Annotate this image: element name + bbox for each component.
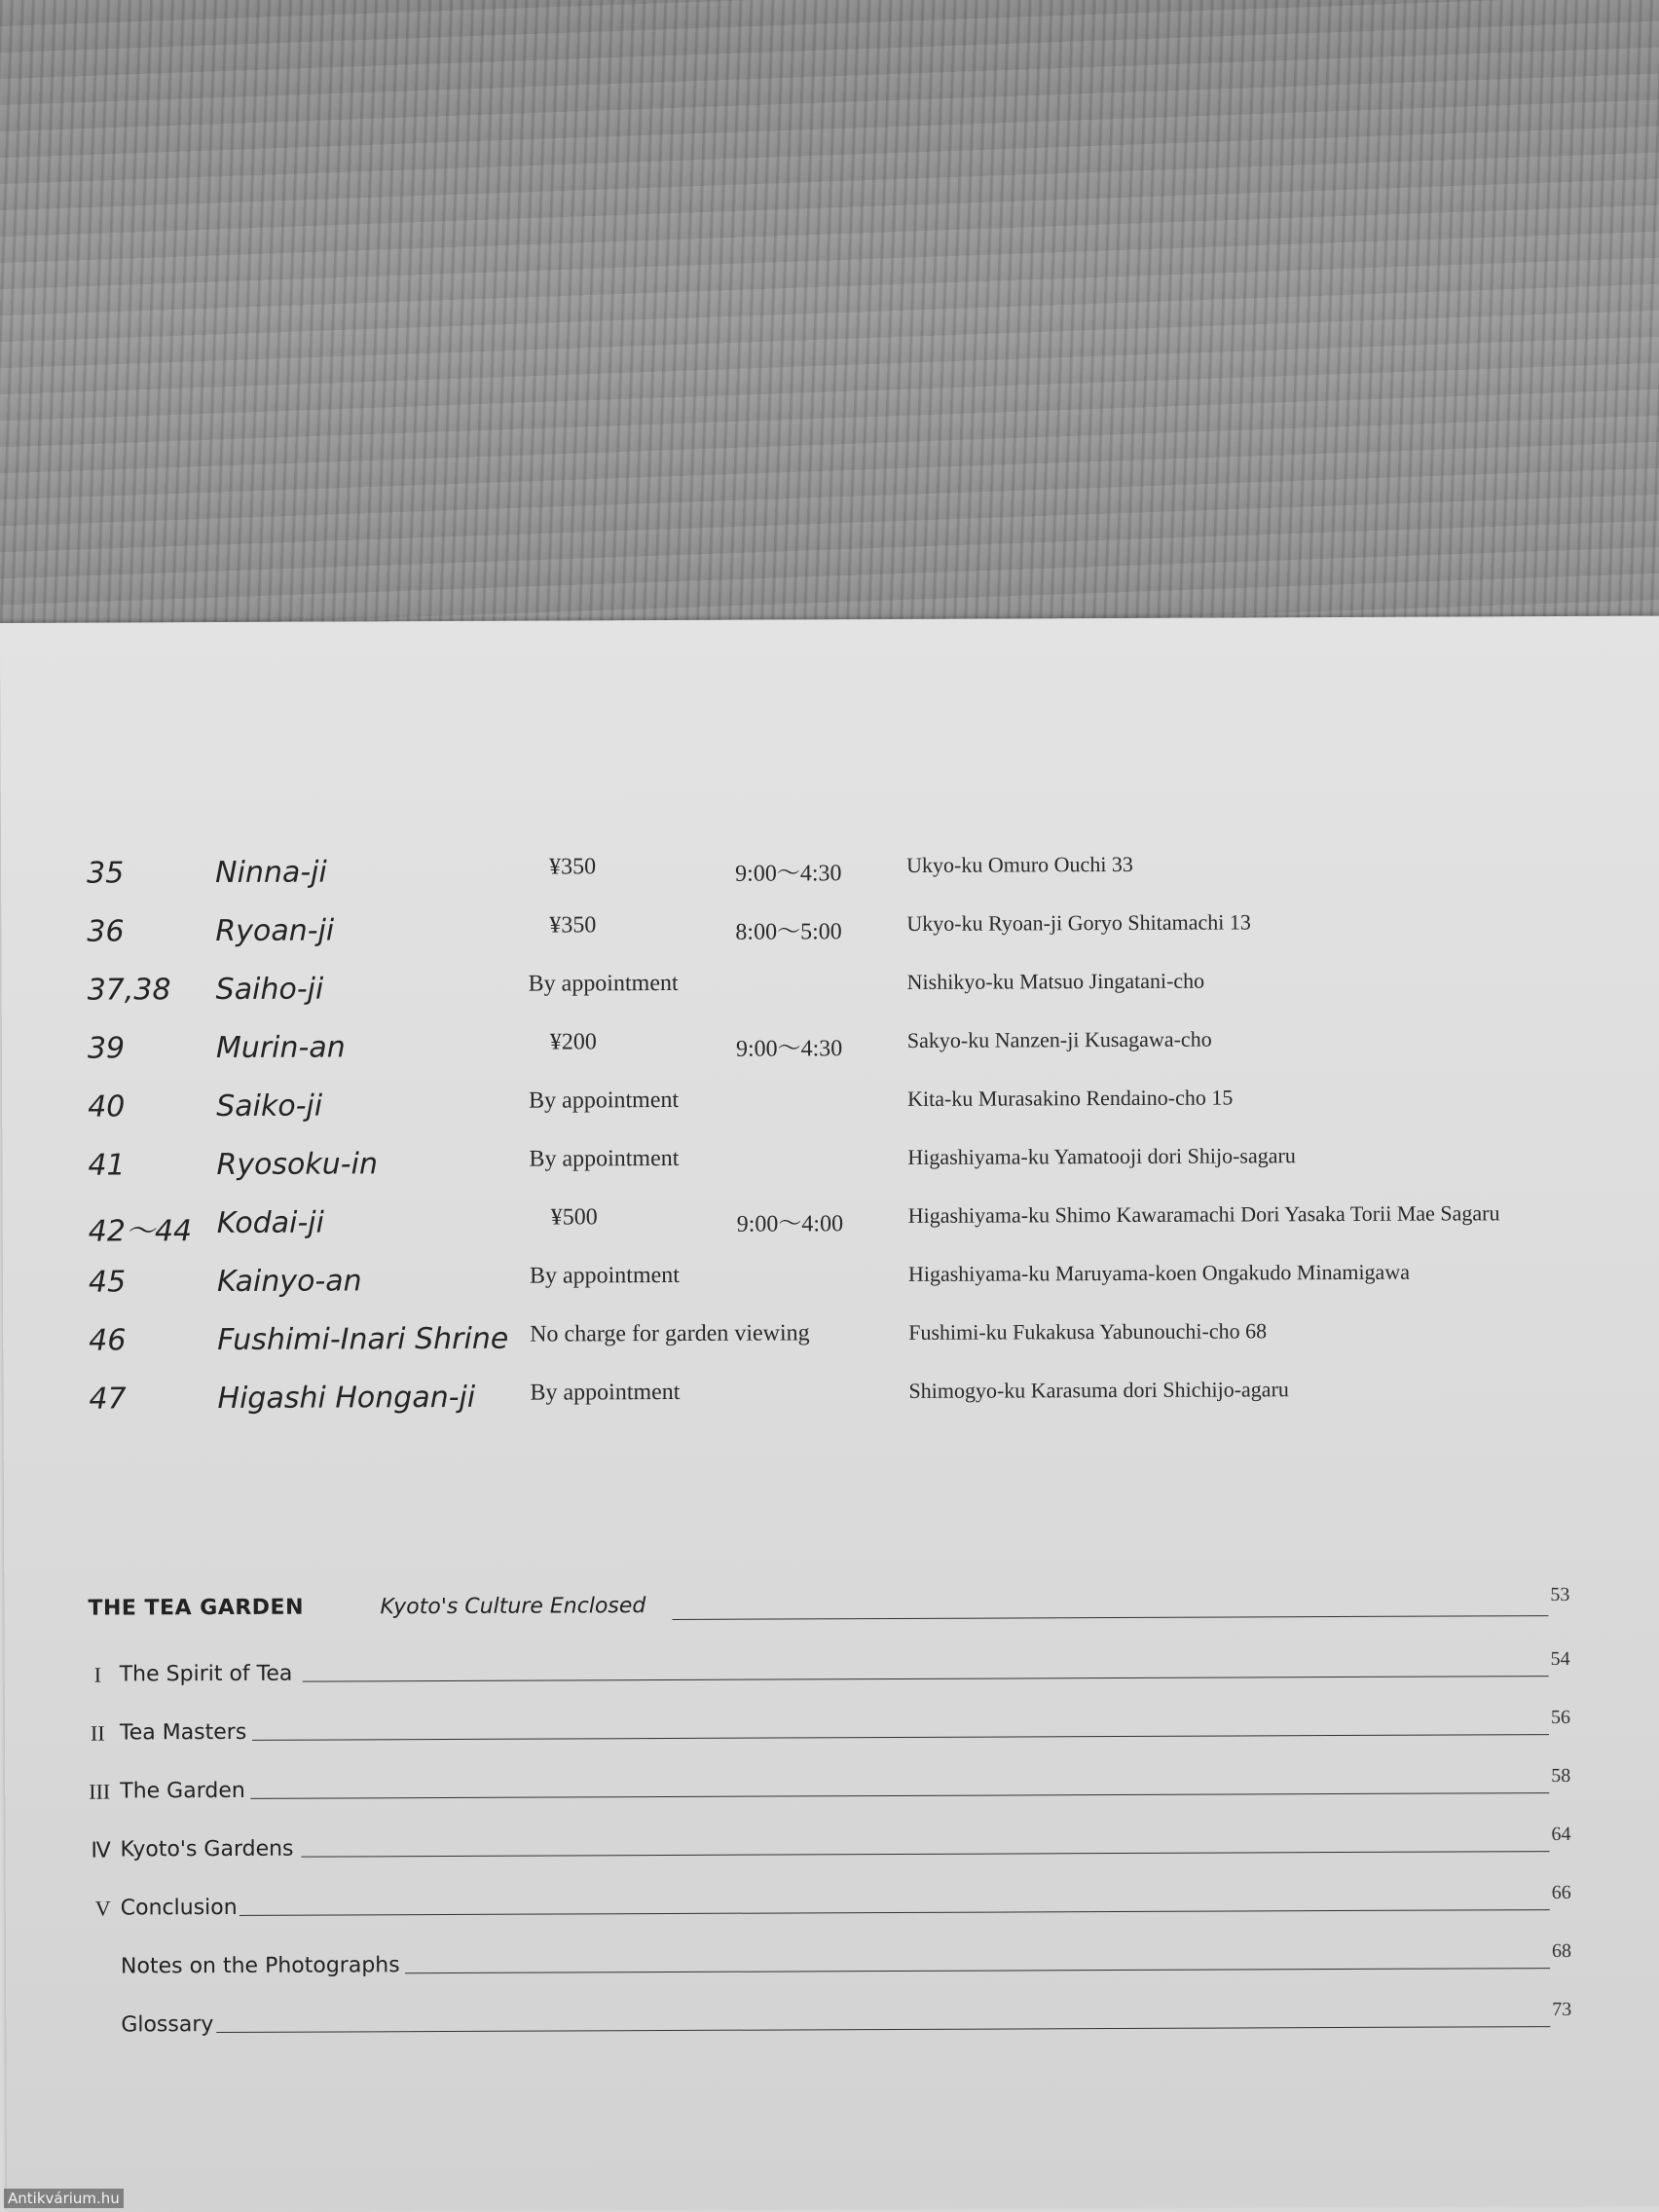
plate-number: 35	[87, 856, 125, 891]
garden-address: Ukyo-ku Omuro Ouchi 33	[906, 851, 1133, 877]
toc-heading-line	[4, 1583, 1659, 1638]
book-page	[0, 616, 1659, 2212]
admission-fee: ¥500	[550, 1204, 598, 1231]
page-number: 54	[1550, 1647, 1570, 1671]
garden-name: Higashi Hongan-ji	[217, 1380, 476, 1417]
dot-leader	[252, 1734, 1549, 1741]
plate-number: 47	[89, 1382, 127, 1417]
plate-number: 40	[88, 1089, 126, 1124]
chapter-title: Glossary	[121, 2012, 214, 2038]
garden-address: Nishikyo-ku Matsuo Jingatani-cho	[906, 968, 1205, 994]
chapter-numeral: I	[93, 1662, 102, 1687]
chapter-title: Kyoto's Gardens	[120, 1836, 294, 1862]
admission-fee: ¥200	[549, 1029, 597, 1055]
page-number: 64	[1551, 1823, 1571, 1846]
garden-row	[2, 1084, 1659, 1133]
wooden-table-background	[0, 0, 1659, 628]
garden-address: Kita-ku Murasakino Rendaino-cho 15	[907, 1085, 1234, 1111]
toc-entry	[5, 1823, 1659, 1877]
chapter-title: Conclusion	[120, 1895, 238, 1921]
garden-row	[3, 1317, 1659, 1367]
chapter-title: Notes on the Photographs	[120, 1953, 400, 1979]
garden-address: Shimogyo-ku Karasuma dori Shichijo-agaru	[908, 1377, 1289, 1403]
watermark-logo: Antikvárium.hu	[4, 2189, 124, 2208]
toc-entry	[5, 1706, 1659, 1760]
dot-leader	[303, 1676, 1549, 1682]
garden-row	[3, 1259, 1659, 1309]
toc-entry	[5, 1764, 1659, 1819]
chapter-numeral: Ⅳ	[91, 1837, 111, 1862]
admission-fee: No charge for garden viewing	[530, 1320, 810, 1347]
dot-leader	[216, 2026, 1550, 2033]
garden-name: Kodai-ji	[216, 1205, 324, 1241]
section-subtitle: Kyoto's Culture Enclosed	[380, 1594, 646, 1620]
chapter-title: The Garden	[120, 1778, 245, 1804]
dot-leader	[405, 1968, 1550, 1973]
chapter-numeral: II	[90, 1720, 105, 1746]
admission-fee: By appointment	[529, 1262, 680, 1289]
section-title: THE TEA GARDEN	[88, 1595, 305, 1621]
plate-number: 41	[88, 1148, 126, 1183]
garden-address: Sakyo-ku Nanzen-ji Kusagawa-cho	[906, 1026, 1212, 1052]
garden-row	[2, 967, 1659, 1016]
garden-name: Murin-an	[215, 1030, 346, 1066]
dot-leader	[250, 1792, 1549, 1799]
admission-fee: ¥350	[549, 912, 597, 939]
garden-name: Fushimi-Inari Shrine	[217, 1321, 509, 1358]
opening-hours: 8:00～5:00	[735, 919, 842, 945]
opening-hours: 9:00～4:00	[736, 1211, 844, 1237]
plate-number: 46	[89, 1323, 127, 1358]
toc-entry	[6, 1939, 1659, 1994]
garden-name: Saiho-ji	[215, 972, 324, 1008]
opening-hours: 9:00～4:30	[735, 1036, 843, 1062]
chapter-title: The Spirit of Tea	[119, 1661, 293, 1687]
dot-leader	[302, 1851, 1550, 1858]
garden-name: Ninna-ji	[215, 855, 327, 891]
plate-number: 36	[87, 914, 125, 949]
dot-leader	[672, 1615, 1548, 1620]
plate-number: 42～44	[88, 1214, 193, 1249]
garden-name: Kainyo-an	[216, 1264, 362, 1300]
page-number: 68	[1551, 1939, 1572, 1963]
dot-leader	[240, 1909, 1550, 1916]
garden-row	[3, 1376, 1659, 1425]
plate-number: 45	[88, 1265, 127, 1300]
admission-fee: By appointment	[529, 1087, 680, 1114]
page-number: 73	[1552, 1998, 1572, 2021]
page-number: 53	[1550, 1583, 1570, 1606]
garden-name: Ryoan-ji	[215, 913, 335, 949]
admission-fee: By appointment	[530, 1379, 681, 1406]
garden-name: Saiko-ji	[216, 1088, 323, 1124]
garden-row	[3, 1200, 1659, 1250]
garden-name: Ryosoku-in	[216, 1147, 379, 1183]
admission-fee: ¥350	[549, 854, 597, 880]
garden-row	[1, 908, 1659, 958]
page-number: 66	[1551, 1881, 1571, 1904]
garden-address: Higashiyama-ku Yamatooji dori Shijo-sagaru	[907, 1143, 1296, 1169]
chapter-title: Tea Masters	[119, 1719, 247, 1746]
plate-number: 39	[87, 1031, 126, 1066]
garden-address: Higashiyama-ku Maruyama-koen Ongakudo Minamigawa	[907, 1259, 1411, 1286]
chapter-numeral: III	[89, 1779, 111, 1804]
toc-entry	[6, 1998, 1659, 2052]
garden-row	[2, 1025, 1659, 1075]
chapter-numeral: V	[94, 1896, 111, 1921]
garden-address: Fushimi-ku Fukakusa Yabunouchi-cho 68	[908, 1318, 1268, 1345]
admission-fee: By appointment	[529, 1145, 680, 1172]
page-number: 56	[1550, 1706, 1570, 1729]
garden-row	[1, 850, 1659, 900]
page-number: 58	[1551, 1764, 1571, 1788]
opening-hours: 9:00～4:30	[735, 861, 842, 887]
toc-entry	[5, 1647, 1659, 1702]
garden-row	[2, 1142, 1659, 1192]
toc-entry	[6, 1881, 1659, 1936]
plate-number: 37,38	[87, 973, 171, 1008]
garden-address: Ukyo-ku Ryoan-ji Goryo Shitamachi 13	[906, 909, 1251, 936]
admission-fee: By appointment	[528, 970, 679, 997]
garden-address: Higashiyama-ku Shimo Kawaramachi Dori Yasaka Torii Mae Sagaru	[907, 1200, 1500, 1228]
